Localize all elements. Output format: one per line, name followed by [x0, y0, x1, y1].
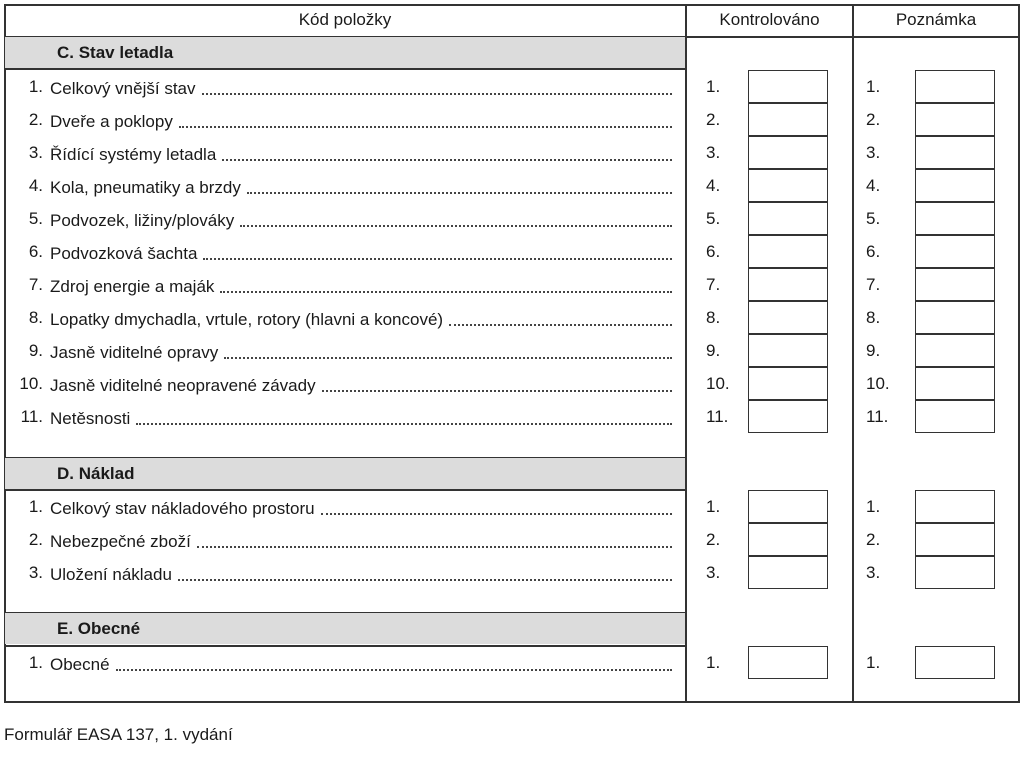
- row-number: 1.: [28, 653, 43, 672]
- checked-number: 3.: [706, 143, 721, 162]
- checked-number: 2.: [706, 110, 721, 129]
- section-c-header: [5, 37, 685, 68]
- row-label: [50, 410, 672, 428]
- note-number: 5.: [866, 209, 881, 228]
- header-note: Poznámka: [895, 10, 977, 29]
- row-label-text: Obecné: [50, 655, 110, 674]
- row-label-text: Netěsnosti: [50, 409, 131, 428]
- note-number: 8.: [866, 308, 881, 327]
- table-row: [0, 301, 1024, 334]
- note-box[interactable]: [915, 556, 995, 589]
- table-row: [0, 268, 1024, 301]
- note-box[interactable]: [915, 400, 995, 433]
- table-row: [0, 103, 1024, 136]
- row-label: [50, 344, 672, 362]
- section-title: D. Náklad: [57, 464, 135, 483]
- table-row: [0, 136, 1024, 169]
- row-label-text: Podvozek, ližiny/plováky: [50, 211, 235, 230]
- row-number: 5.: [28, 209, 43, 228]
- checked-box[interactable]: [748, 646, 828, 679]
- section-title: C. Stav letadla: [57, 43, 174, 62]
- row-number: 11.: [20, 407, 43, 426]
- checked-box[interactable]: [748, 202, 828, 235]
- note-box[interactable]: [915, 103, 995, 136]
- row-label-text: Zdroj energie a maják: [50, 277, 215, 296]
- dot-leader: [202, 93, 673, 95]
- table-row: [0, 400, 1024, 433]
- checked-box[interactable]: [748, 367, 828, 400]
- note-number: 10.: [866, 374, 890, 393]
- dot-leader: [179, 126, 672, 128]
- checked-number: 6.: [706, 242, 721, 261]
- checked-number: 1.: [706, 653, 721, 672]
- section-d-header: [5, 458, 685, 489]
- table-row: [0, 169, 1024, 202]
- dot-leader: [322, 390, 672, 392]
- table-row: [0, 334, 1024, 367]
- note-number: 4.: [866, 176, 881, 195]
- row-number: 9.: [28, 341, 43, 360]
- row-number: 7.: [28, 275, 43, 294]
- row-number: 6.: [28, 242, 43, 261]
- row-label-text: Jasně viditelné opravy: [50, 343, 219, 362]
- row-label: [50, 377, 672, 395]
- note-number: 6.: [866, 242, 881, 261]
- note-box[interactable]: [915, 301, 995, 334]
- table-row: [0, 523, 1024, 556]
- row-label-text: Jasně viditelné neopravené závady: [50, 376, 316, 395]
- checked-number: 8.: [706, 308, 721, 327]
- row-label: [50, 113, 672, 131]
- checked-number: 11.: [706, 407, 729, 426]
- row-number: 4.: [28, 176, 43, 195]
- checked-number: 4.: [706, 176, 721, 195]
- note-number: 7.: [866, 275, 881, 294]
- checked-box[interactable]: [748, 136, 828, 169]
- row-label-text: Nebezpečné zboží: [50, 532, 191, 551]
- note-box[interactable]: [915, 490, 995, 523]
- checked-box[interactable]: [748, 523, 828, 556]
- table-row: [0, 202, 1024, 235]
- row-label: [50, 533, 672, 551]
- note-number: 1.: [866, 77, 881, 96]
- checked-box[interactable]: [748, 235, 828, 268]
- note-box[interactable]: [915, 202, 995, 235]
- note-box[interactable]: [915, 367, 995, 400]
- dot-leader: [220, 291, 672, 293]
- checked-number: 7.: [706, 275, 721, 294]
- checked-number: 2.: [706, 530, 721, 549]
- note-box[interactable]: [915, 523, 995, 556]
- note-box[interactable]: [915, 235, 995, 268]
- row-label: [50, 212, 672, 230]
- dot-leader: [136, 423, 672, 425]
- row-label-text: Řídící systémy letadla: [50, 145, 217, 164]
- checked-box[interactable]: [748, 268, 828, 301]
- checked-box[interactable]: [748, 103, 828, 136]
- checked-box[interactable]: [748, 169, 828, 202]
- row-label: [50, 500, 672, 518]
- note-number: 11.: [866, 407, 889, 426]
- row-label-text: Dveře a poklopy: [50, 112, 173, 131]
- row-label-text: Uložení nákladu: [50, 565, 172, 584]
- row-label-text: Lopatky dmychadla, vrtule, rotory (hlavni a koncové): [50, 310, 444, 329]
- checked-box[interactable]: [748, 400, 828, 433]
- row-number: 1.: [28, 497, 43, 516]
- checked-box[interactable]: [748, 70, 828, 103]
- rule-bottom: [4, 701, 1020, 703]
- note-box[interactable]: [915, 334, 995, 367]
- dot-leader: [449, 324, 672, 326]
- table-row: [0, 367, 1024, 400]
- row-number: 8.: [28, 308, 43, 327]
- checked-number: 1.: [706, 77, 721, 96]
- row-label-text: Celkový stav nákladového prostoru: [50, 499, 315, 518]
- note-number: 2.: [866, 530, 881, 549]
- row-label-text: Kola, pneumatiky a brzdy: [50, 178, 241, 197]
- note-box[interactable]: [915, 70, 995, 103]
- dot-leader: [224, 357, 672, 359]
- dot-leader: [240, 225, 672, 227]
- note-box[interactable]: [915, 169, 995, 202]
- note-number: 1.: [866, 653, 881, 672]
- row-label-text: Podvozková šachta: [50, 244, 198, 263]
- note-box[interactable]: [915, 268, 995, 301]
- dot-leader: [222, 159, 672, 161]
- note-box[interactable]: [915, 646, 995, 679]
- table-row: [0, 556, 1024, 589]
- dot-leader: [197, 546, 672, 548]
- table-row: [0, 235, 1024, 268]
- header-item-code: Kód položky: [298, 10, 392, 29]
- note-number: 1.: [866, 497, 881, 516]
- table-row: [0, 646, 1024, 679]
- note-number: 9.: [866, 341, 881, 360]
- row-number: 10.: [19, 374, 43, 393]
- checked-number: 5.: [706, 209, 721, 228]
- row-number: 3.: [28, 143, 43, 162]
- checked-box[interactable]: [748, 301, 828, 334]
- form-footer: Formulář EASA 137, 1. vydání: [4, 725, 233, 744]
- section-e-header: [5, 613, 685, 644]
- dot-leader: [116, 669, 672, 671]
- row-label: [50, 566, 672, 584]
- note-number: 2.: [866, 110, 881, 129]
- note-number: 3.: [866, 143, 881, 162]
- row-label: [50, 80, 672, 98]
- row-label: [50, 278, 672, 296]
- checked-box[interactable]: [748, 490, 828, 523]
- row-label: [50, 656, 672, 674]
- checked-box[interactable]: [748, 556, 828, 589]
- table-row: [0, 70, 1024, 103]
- checked-number: 3.: [706, 563, 721, 582]
- table-row: [0, 490, 1024, 523]
- row-label: [50, 146, 672, 164]
- row-number: 1.: [28, 77, 43, 96]
- dot-leader: [178, 579, 672, 581]
- row-number: 2.: [28, 530, 43, 549]
- row-label: [50, 245, 672, 263]
- note-box[interactable]: [915, 136, 995, 169]
- row-label: [50, 179, 672, 197]
- checked-number: 10.: [706, 374, 730, 393]
- section-title: E. Obecné: [57, 619, 141, 638]
- checked-box[interactable]: [748, 334, 828, 367]
- checked-number: 9.: [706, 341, 721, 360]
- row-number: 3.: [28, 563, 43, 582]
- dot-leader: [321, 513, 672, 515]
- row-label-text: Celkový vnější stav: [50, 79, 196, 98]
- dot-leader: [203, 258, 672, 260]
- dot-leader: [247, 192, 672, 194]
- note-number: 3.: [866, 563, 881, 582]
- row-number: 2.: [28, 110, 43, 129]
- checked-number: 1.: [706, 497, 721, 516]
- header-checked: Kontrolováno: [719, 10, 820, 29]
- row-label: [50, 311, 672, 329]
